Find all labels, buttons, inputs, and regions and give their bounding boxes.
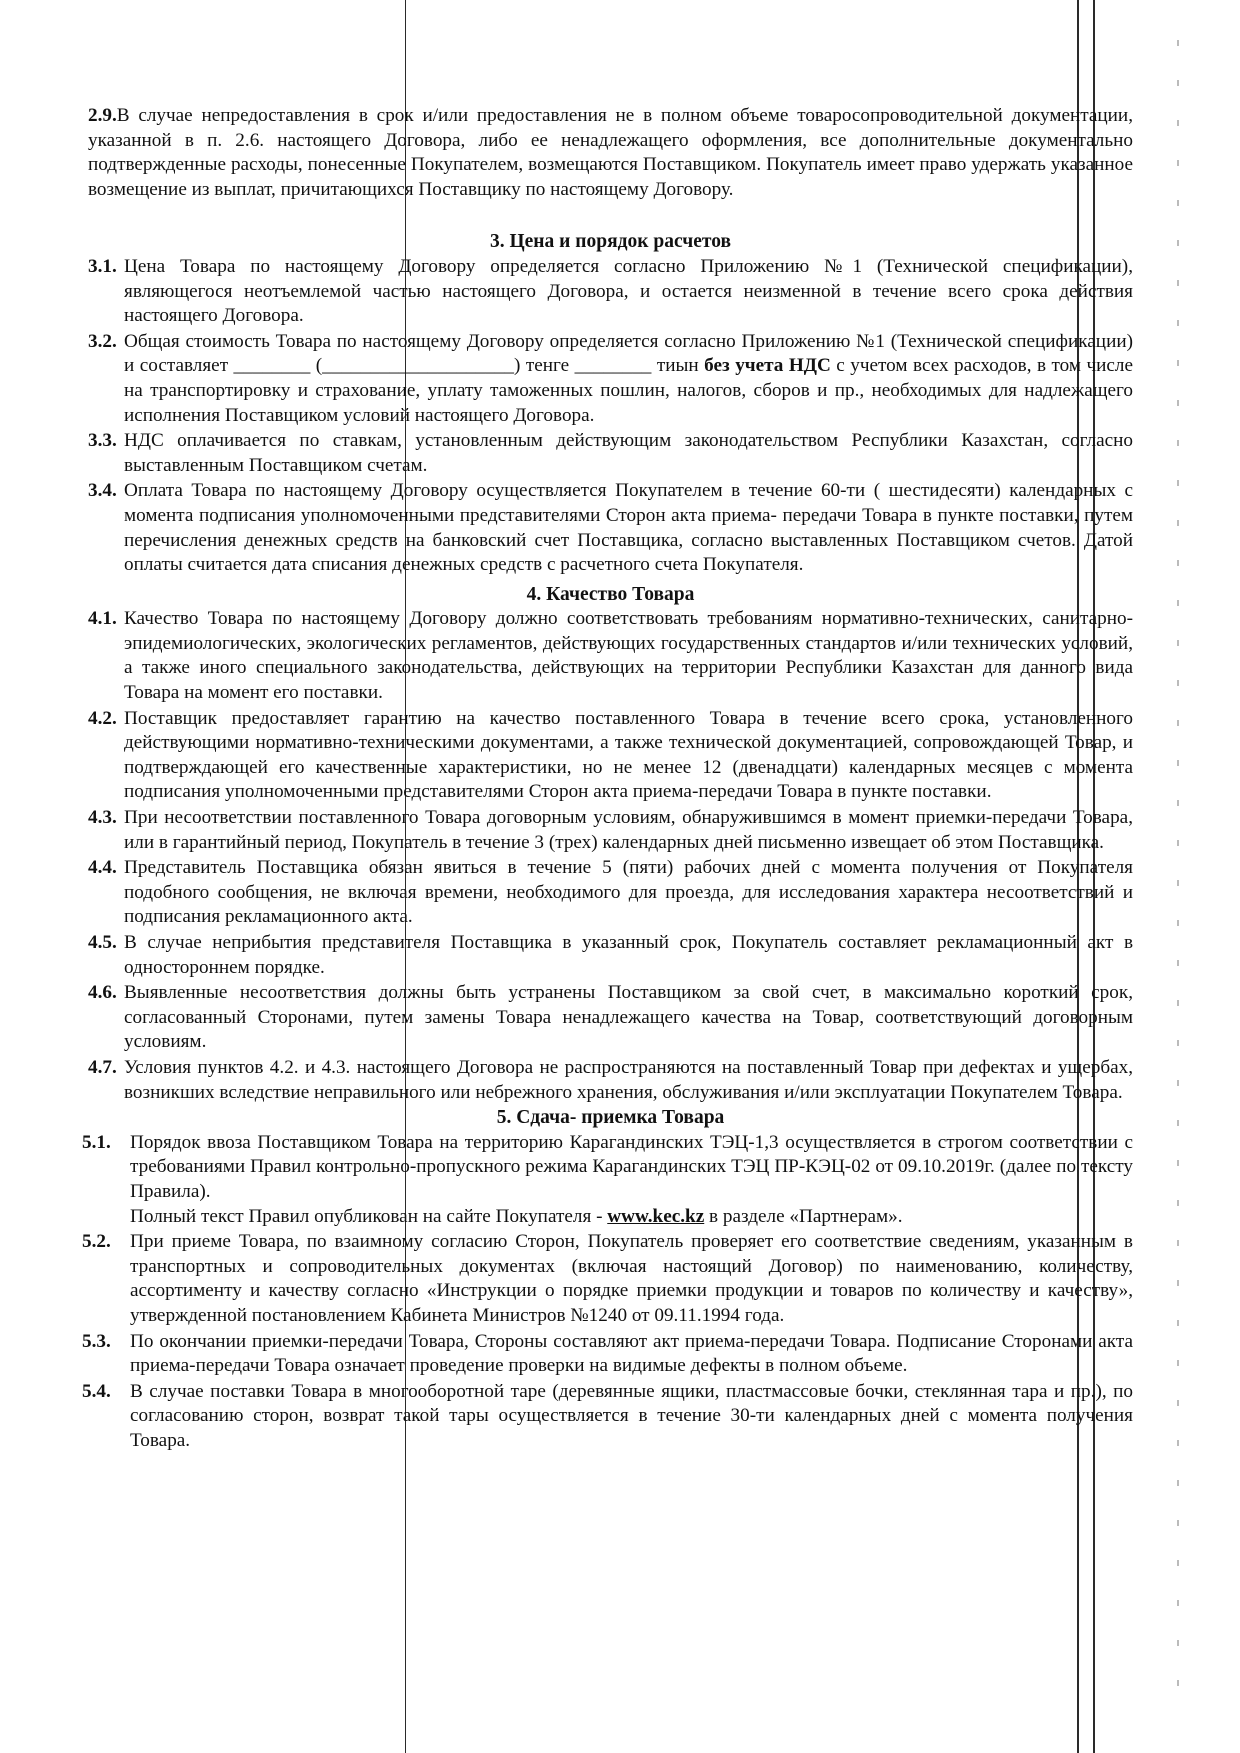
clause-5-1 bbox=[82, 1131, 1133, 1229]
clause-3-4 bbox=[88, 479, 1133, 577]
document-body bbox=[82, 104, 1133, 1454]
clause-text: в разделе «Партнерам». bbox=[704, 1205, 903, 1227]
clause-number: 5.4. bbox=[82, 1380, 111, 1402]
clause-number: 5.2. bbox=[82, 1231, 111, 1253]
clause-4-1 bbox=[88, 607, 1133, 705]
clause-text: В случае непредоставления в срок и/или предоставления не в полном объеме товаросопроводительной документации, указанной в п. 2.6. настоящего Договора, либо ее ненадлежащего оформления, все дополнительные документально подтвержденные расходы, понесенные Покупателем, возмещаются Поставщиком. Покупатель имеет право удержать указанное возмещение из выплат, причитающихся Поставщику по настоящему Договору. bbox=[88, 105, 1133, 200]
clause-text: Общая стоимость Товара по настоящему Договору определяется согласно Приложению №1 (Технической спецификации) и составляет ________ (____________________) тенге ________ тиын bbox=[124, 330, 1133, 377]
clause-text: с учетом всех расходов, в том числе на транспортировку и страхование, уплату таможенных пошлин, налогов, сборов и пр., необходимых для надлежащего исполнения Поставщиком условий настоящего Договора. bbox=[124, 355, 1133, 426]
clause-text-bold: без учета НДС bbox=[704, 355, 831, 377]
clause-4-3 bbox=[88, 806, 1133, 855]
clause-5-2 bbox=[82, 1230, 1133, 1328]
section-4-heading: 4. Качество Товара bbox=[526, 583, 695, 605]
clause-text: Поставщик предоставляет гарантию на качество поставленного Товара в течение всего срока, установленного действующими нормативно-техническими документами, а также технической документацией, сопровождающей Товар, и подтверждающей его качественные характеристики, но не менее 12 (двенадцати) календарных месяцев с момента подписания уполномоченными представителями Сторон акта приема-передачи Товара в пункте поставки. bbox=[124, 707, 1133, 803]
section-3-heading: 3. Цена и порядок расчетов bbox=[489, 231, 732, 253]
clause-text: При несоответствии поставленного Товара договорным условиям, обнаружившимся в момент приемки-передачи Товара, или в гарантийный период, Покупатель в течение 3 (трех) календарных дней письменно извещает об этом Поставщика. bbox=[124, 807, 1133, 853]
clause-number: 5.3. bbox=[82, 1330, 111, 1352]
clause-text: Выявленные несоответствия должны быть устранены Поставщиком за свой счет, в максимально короткий срок, согласованный Сторонами, путем замены Товара ненадлежащего качества на Товар, соответствующий договорным условиям. bbox=[124, 982, 1133, 1053]
clause-number: 4.2. bbox=[88, 707, 117, 729]
clause-5-3 bbox=[82, 1330, 1133, 1379]
clause-number: 4.4. bbox=[88, 857, 117, 879]
clause-number: 4.3. bbox=[88, 807, 117, 829]
paragraph-2-9 bbox=[88, 104, 1133, 202]
clause-text: Цена Товара по настоящему Договору определяется согласно Приложению №1 (Технической спецификации), являющегося неотъемлемой частью настоящего Договора, и остается неизменной в течение всего срока действия настоящего Договора. bbox=[124, 255, 1133, 327]
clause-number: 4.7. bbox=[88, 1056, 117, 1078]
clause-text: Порядок ввоза Поставщиком Товара на территорию Карагандинских ТЭЦ-1,3 осуществляется в строгом соответствии с требованиями Правил контрольно-пропускного режима Карагандинских ТЭЦ ПР-КЭЦ-02 от 09.10.2019г. (далее по тексту Правила). bbox=[130, 1131, 1133, 1202]
clause-number: 3.4. bbox=[88, 480, 117, 502]
clause-number: 4.6. bbox=[88, 982, 117, 1004]
clause-4-7 bbox=[88, 1056, 1133, 1105]
clause-text: Представитель Поставщика обязан явиться в течение 5 (пяти) рабочих дней с момента получения от Покупателя подобного сообщения, не включая времени, необходимого для проезда, для исследования характера несоответствий и подписания рекламационного акта. bbox=[124, 857, 1133, 928]
clause-3-2 bbox=[88, 330, 1133, 428]
clause-5-4 bbox=[82, 1380, 1133, 1454]
clause-text: Качество Товара по настоящему Договору должно соответствовать требованиям нормативно-технических, санитарно-эпидемиологических, экологических регламентов, действующих государственных стандартов и/или технических условий, а также иного специального законодательства, действующих на территории Республики Казахстан для данного вида Товара на момент его поставки. bbox=[124, 608, 1133, 704]
section-5-heading: 5. Сдача- приемка Товара bbox=[496, 1107, 725, 1129]
clause-number: 4.1. bbox=[88, 608, 117, 630]
clause-3-3 bbox=[88, 429, 1133, 478]
clause-text: При приеме Товара, по взаимному согласию Сторон, Покупатель проверяет его соответствие сведениям, указанным в транспортных и сопроводительных документах (включая настоящий Договор) по наименованию, количеству, ассортименту и качеству согласно «Инструкции о порядке приемки продукции и товаров по количеству и качеству», утвержденной постановлением Кабинета Министров №1240 от 09.11.1994 года. bbox=[130, 1231, 1133, 1326]
clause-text: Условия пунктов 4.2. и 4.3. настоящего Договора не распространяются на поставленный Товар при дефектах и ущербах, возникших вследствие неправильного или небрежного хранения, обслуживания и/или эксплуатации Покупателем Товара. bbox=[124, 1056, 1133, 1103]
clause-number: 5.1. bbox=[82, 1131, 111, 1153]
scan-dash-margin bbox=[1177, 40, 1179, 1720]
clause-number: 3.2. bbox=[88, 330, 117, 352]
clause-text: НДС оплачивается по ставкам, установленным действующим законодательством Республики Казахстан, согласно выставленным Поставщиком счетам. bbox=[124, 430, 1133, 476]
clause-4-6 bbox=[88, 981, 1133, 1055]
clause-text: По окончании приемки-передачи Товара, Стороны составляют акт приема-передачи Товара. Подписание Сторонами акта приема-передачи Товара означает проведение проверки на видимые дефекты в полном объеме. bbox=[130, 1330, 1133, 1377]
clause-number: 4.5. bbox=[88, 932, 117, 953]
clause-number: 3.3. bbox=[88, 430, 117, 452]
clause-number: 3.1. bbox=[88, 255, 117, 277]
clause-text: В случае неприбытия представителя Поставщика в указанный срок, Покупатель составляет рекламационный акт в одностороннем порядке. bbox=[124, 932, 1133, 978]
clause-4-4 bbox=[88, 856, 1133, 930]
clause-text: Полный текст Правил опубликован на сайте Покупателя - bbox=[130, 1205, 608, 1227]
clause-text: Оплата Товара по настоящему Договору осуществляется Покупателем в течение 60-ти ( шестидесяти) календарных с момента подписания уполномоченными представителями Сторон акта приема- передачи Товара в пункте поставки, путем перечисления денежных средств на банковский счет Поставщика, согласно выставленных Поставщиком счетов. Датой оплаты считается дата списания денежных средств с расчетного счета Покупателя. bbox=[124, 480, 1133, 576]
clause-number: 2.9. bbox=[88, 105, 117, 126]
clause-text: В случае поставки Товара в многооборотной таре (деревянные ящики, пластмассовые бочки, стеклянная тара и пр.), по согласованию сторон, возврат такой тары осуществляется в течение 30-ти календарных дней с момента получения Товара. bbox=[130, 1380, 1133, 1451]
clause-4-5 bbox=[88, 931, 1133, 980]
website-link[interactable]: www.kec.kz bbox=[607, 1205, 705, 1227]
clause-3-1 bbox=[88, 255, 1133, 329]
clause-4-2 bbox=[88, 707, 1133, 805]
